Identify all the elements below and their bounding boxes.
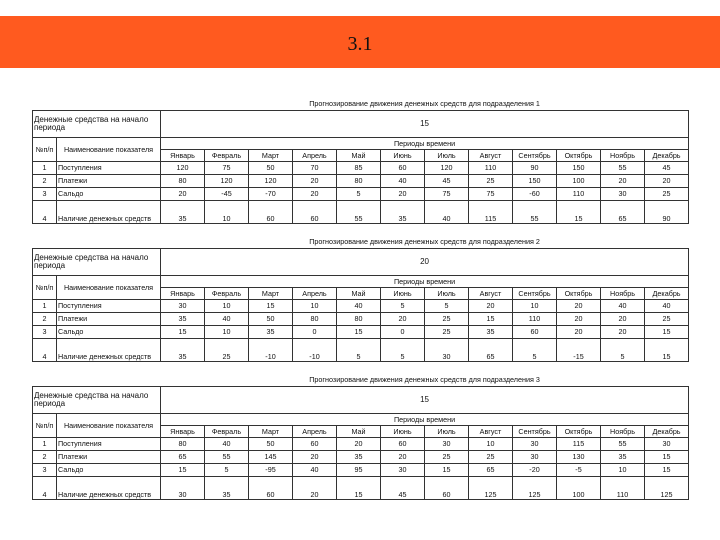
month-header: Апрель (293, 288, 337, 300)
cell-value: 20 (293, 477, 337, 500)
forecast-table (32, 236, 689, 362)
cell-value: 45 (425, 175, 469, 188)
cell-value: 30 (601, 188, 645, 201)
cell-value: 20 (469, 300, 513, 313)
cell-value: 85 (337, 162, 381, 175)
cell-value: -10 (249, 339, 293, 362)
row-number: 1 (33, 162, 57, 175)
cell-value: 20 (381, 451, 425, 464)
periods-header: Периоды времени (161, 414, 689, 426)
month-header: Март (249, 288, 293, 300)
cell-value: 35 (205, 477, 249, 500)
row-label: Сальдо (57, 188, 161, 201)
cell-value: 15 (469, 313, 513, 326)
cell-value: 60 (249, 477, 293, 500)
forecast-block-3 (32, 374, 688, 500)
row-number: 2 (33, 451, 57, 464)
cell-value: 10 (469, 438, 513, 451)
cell-value: 30 (513, 438, 557, 451)
table-row (33, 201, 689, 224)
cell-value: 20 (381, 188, 425, 201)
table-caption: Прогнозирование движения денежных средств для подразделения 2 (161, 236, 689, 249)
cell-value: 10 (513, 300, 557, 313)
cell-value: 60 (381, 438, 425, 451)
month-header: Декабрь (645, 150, 689, 162)
cell-value: 20 (293, 175, 337, 188)
cell-value: 15 (161, 326, 205, 339)
cell-value: 110 (601, 477, 645, 500)
cell-value: 80 (337, 175, 381, 188)
month-header: Январь (161, 426, 205, 438)
month-header: Май (337, 426, 381, 438)
month-header: Сентябрь (513, 426, 557, 438)
month-header: Июнь (381, 426, 425, 438)
row-number: 1 (33, 438, 57, 451)
cell-value: 30 (161, 300, 205, 313)
cell-value: 100 (557, 477, 601, 500)
cell-value: 40 (205, 313, 249, 326)
cell-value: 30 (425, 438, 469, 451)
cell-value: 90 (513, 162, 557, 175)
row-number: 4 (33, 477, 57, 500)
cell-value: 125 (469, 477, 513, 500)
cell-value: 120 (161, 162, 205, 175)
cell-value: 70 (293, 162, 337, 175)
cell-value: 100 (557, 175, 601, 188)
row-label: Поступления (57, 162, 161, 175)
month-header: Январь (161, 288, 205, 300)
cell-value: 25 (645, 188, 689, 201)
row-number: 2 (33, 175, 57, 188)
row-label: Платежи (57, 175, 161, 188)
num-header: №п/п (33, 276, 57, 300)
cell-value: 130 (557, 451, 601, 464)
cell-value: 20 (293, 188, 337, 201)
month-header: Октябрь (557, 426, 601, 438)
cell-value: 20 (381, 313, 425, 326)
cell-value: 5 (337, 339, 381, 362)
cell-value: -70 (249, 188, 293, 201)
cell-value: 40 (381, 175, 425, 188)
cell-value: 15 (645, 451, 689, 464)
table-row (33, 326, 689, 339)
row-number: 4 (33, 201, 57, 224)
row-label: Наличие денежных средств (57, 339, 161, 362)
month-header: Октябрь (557, 288, 601, 300)
cell-value: 60 (293, 201, 337, 224)
row-number: 3 (33, 464, 57, 477)
row-label: Сальдо (57, 464, 161, 477)
row-number: 3 (33, 326, 57, 339)
cell-value: 35 (161, 201, 205, 224)
cell-value: 20 (645, 175, 689, 188)
cell-value: 40 (337, 300, 381, 313)
cell-value: 35 (161, 313, 205, 326)
cell-value: 150 (513, 175, 557, 188)
month-header: Сентябрь (513, 288, 557, 300)
cell-value: 30 (425, 339, 469, 362)
cell-value: 5 (381, 300, 425, 313)
month-header: Март (249, 150, 293, 162)
periods-header: Периоды времени (161, 276, 689, 288)
table-row (33, 188, 689, 201)
row-label: Платежи (57, 451, 161, 464)
cell-value: 60 (513, 326, 557, 339)
month-header: Январь (161, 150, 205, 162)
opening-balance-value: 15 (161, 387, 689, 414)
cell-value: 30 (381, 464, 425, 477)
cell-value: 15 (645, 339, 689, 362)
indicator-header: Наименование показателя (57, 138, 161, 162)
month-header: Май (337, 288, 381, 300)
cell-value: 120 (205, 175, 249, 188)
cell-value: 15 (337, 326, 381, 339)
month-header: Июль (425, 426, 469, 438)
caption-spacer (33, 374, 161, 387)
cell-value: 35 (601, 451, 645, 464)
cell-value: 10 (205, 201, 249, 224)
month-header: Апрель (293, 426, 337, 438)
indicator-header: Наименование показателя (57, 414, 161, 438)
cell-value: 5 (425, 300, 469, 313)
row-number: 2 (33, 313, 57, 326)
indicator-header: Наименование показателя (57, 276, 161, 300)
table-row (33, 477, 689, 500)
cell-value: 75 (425, 188, 469, 201)
cell-value: 55 (205, 451, 249, 464)
cell-value: 150 (557, 162, 601, 175)
row-number: 3 (33, 188, 57, 201)
cell-value: 120 (425, 162, 469, 175)
month-header: Декабрь (645, 288, 689, 300)
caption-spacer (33, 98, 161, 111)
cell-value: -20 (513, 464, 557, 477)
cell-value: 35 (337, 451, 381, 464)
cell-value: 20 (601, 326, 645, 339)
month-header: Май (337, 150, 381, 162)
cell-value: 50 (249, 438, 293, 451)
cell-value: 115 (557, 438, 601, 451)
cell-value: 80 (161, 175, 205, 188)
row-number: 1 (33, 300, 57, 313)
cell-value: 120 (249, 175, 293, 188)
cell-value: 80 (161, 438, 205, 451)
month-header: Февраль (205, 426, 249, 438)
cell-value: -5 (557, 464, 601, 477)
cell-value: 55 (513, 201, 557, 224)
cell-value: 65 (469, 339, 513, 362)
num-header: №п/п (33, 138, 57, 162)
month-header: Февраль (205, 150, 249, 162)
cell-value: 110 (469, 162, 513, 175)
table-row (33, 162, 689, 175)
cell-value: 145 (249, 451, 293, 464)
cell-value: 5 (601, 339, 645, 362)
cell-value: 40 (205, 438, 249, 451)
cell-value: 10 (205, 326, 249, 339)
cell-value: 40 (645, 300, 689, 313)
cell-value: 15 (425, 464, 469, 477)
cell-value: 75 (205, 162, 249, 175)
cell-value: 25 (645, 313, 689, 326)
cell-value: 40 (293, 464, 337, 477)
month-header: Сентябрь (513, 150, 557, 162)
cell-value: 40 (425, 201, 469, 224)
cell-value: 10 (205, 300, 249, 313)
cell-value: 35 (381, 201, 425, 224)
cell-value: 15 (337, 477, 381, 500)
cell-value: 20 (161, 188, 205, 201)
cell-value: 60 (425, 477, 469, 500)
cell-value: 30 (161, 477, 205, 500)
table-row (33, 339, 689, 362)
cell-value: 45 (381, 477, 425, 500)
opening-balance-label: Денежные средства на начало периода (33, 387, 161, 414)
cell-value: 20 (557, 326, 601, 339)
cell-value: 25 (425, 326, 469, 339)
cell-value: 110 (557, 188, 601, 201)
cell-value: 60 (293, 438, 337, 451)
cell-value: 55 (601, 162, 645, 175)
cell-value: 15 (645, 464, 689, 477)
month-header: Ноябрь (601, 150, 645, 162)
num-header: №п/п (33, 414, 57, 438)
month-header: Август (469, 288, 513, 300)
cell-value: 65 (469, 464, 513, 477)
cell-value: 90 (645, 201, 689, 224)
cell-value: 30 (645, 438, 689, 451)
table-row (33, 451, 689, 464)
cell-value: 50 (249, 313, 293, 326)
cell-value: 25 (469, 175, 513, 188)
cell-value: 60 (381, 162, 425, 175)
cell-value: 40 (601, 300, 645, 313)
table-row (33, 313, 689, 326)
cell-value: 65 (601, 201, 645, 224)
slide-title: 3.1 (347, 33, 373, 55)
month-header: Декабрь (645, 426, 689, 438)
cell-value: 60 (249, 201, 293, 224)
cell-value: 45 (645, 162, 689, 175)
cell-value: 20 (293, 451, 337, 464)
month-header: Апрель (293, 150, 337, 162)
month-header: Июнь (381, 150, 425, 162)
table-caption: Прогнозирование движения денежных средств для подразделения 1 (161, 98, 689, 111)
cell-value: 15 (557, 201, 601, 224)
cell-value: -95 (249, 464, 293, 477)
month-header: Июль (425, 150, 469, 162)
cell-value: 15 (161, 464, 205, 477)
row-label: Платежи (57, 313, 161, 326)
row-label: Поступления (57, 438, 161, 451)
month-header: Июнь (381, 288, 425, 300)
cell-value: 55 (337, 201, 381, 224)
table-row (33, 175, 689, 188)
cell-value: -15 (557, 339, 601, 362)
cell-value: 25 (469, 451, 513, 464)
cell-value: 20 (557, 300, 601, 313)
forecast-table (32, 374, 689, 500)
row-label: Наличие денежных средств (57, 477, 161, 500)
cell-value: 10 (601, 464, 645, 477)
month-header: Март (249, 426, 293, 438)
cell-value: 0 (381, 326, 425, 339)
cell-value: 25 (205, 339, 249, 362)
cell-value: 20 (337, 438, 381, 451)
table-row (33, 300, 689, 313)
cell-value: 5 (381, 339, 425, 362)
row-label: Поступления (57, 300, 161, 313)
month-header: Февраль (205, 288, 249, 300)
cell-value: 25 (425, 313, 469, 326)
cell-value: 5 (205, 464, 249, 477)
cell-value: 35 (161, 339, 205, 362)
table-caption: Прогнозирование движения денежных средств для подразделения 3 (161, 374, 689, 387)
opening-balance-label: Денежные средства на начало периода (33, 249, 161, 276)
cell-value: 35 (249, 326, 293, 339)
periods-header: Периоды времени (161, 138, 689, 150)
cell-value: 15 (645, 326, 689, 339)
cell-value: 110 (513, 313, 557, 326)
cell-value: -10 (293, 339, 337, 362)
opening-balance-value: 20 (161, 249, 689, 276)
cell-value: 20 (601, 175, 645, 188)
cell-value: 125 (645, 477, 689, 500)
cell-value: -60 (513, 188, 557, 201)
month-header: Июль (425, 288, 469, 300)
opening-balance-label: Денежные средства на начало периода (33, 111, 161, 138)
cell-value: 115 (469, 201, 513, 224)
cell-value: 80 (337, 313, 381, 326)
cell-value: 30 (513, 451, 557, 464)
cell-value: 65 (161, 451, 205, 464)
month-header: Ноябрь (601, 288, 645, 300)
cell-value: 80 (293, 313, 337, 326)
caption-spacer (33, 236, 161, 249)
month-header: Октябрь (557, 150, 601, 162)
month-header: Ноябрь (601, 426, 645, 438)
row-label: Сальдо (57, 326, 161, 339)
cell-value: 20 (601, 313, 645, 326)
cell-value: 15 (249, 300, 293, 313)
cell-value: 75 (469, 188, 513, 201)
table-row (33, 438, 689, 451)
cell-value: 5 (513, 339, 557, 362)
cell-value: 25 (425, 451, 469, 464)
cell-value: 125 (513, 477, 557, 500)
opening-balance-value: 15 (161, 111, 689, 138)
cell-value: 55 (601, 438, 645, 451)
month-header: Август (469, 426, 513, 438)
row-label: Наличие денежных средств (57, 201, 161, 224)
cell-value: 20 (557, 313, 601, 326)
forecast-block-2 (32, 236, 688, 362)
cell-value: -45 (205, 188, 249, 201)
cell-value: 0 (293, 326, 337, 339)
row-number: 4 (33, 339, 57, 362)
cell-value: 10 (293, 300, 337, 313)
cell-value: 50 (249, 162, 293, 175)
table-row (33, 464, 689, 477)
forecast-table (32, 98, 689, 224)
forecast-block-1 (32, 98, 688, 224)
cell-value: 95 (337, 464, 381, 477)
month-header: Август (469, 150, 513, 162)
cell-value: 5 (337, 188, 381, 201)
cell-value: 35 (469, 326, 513, 339)
